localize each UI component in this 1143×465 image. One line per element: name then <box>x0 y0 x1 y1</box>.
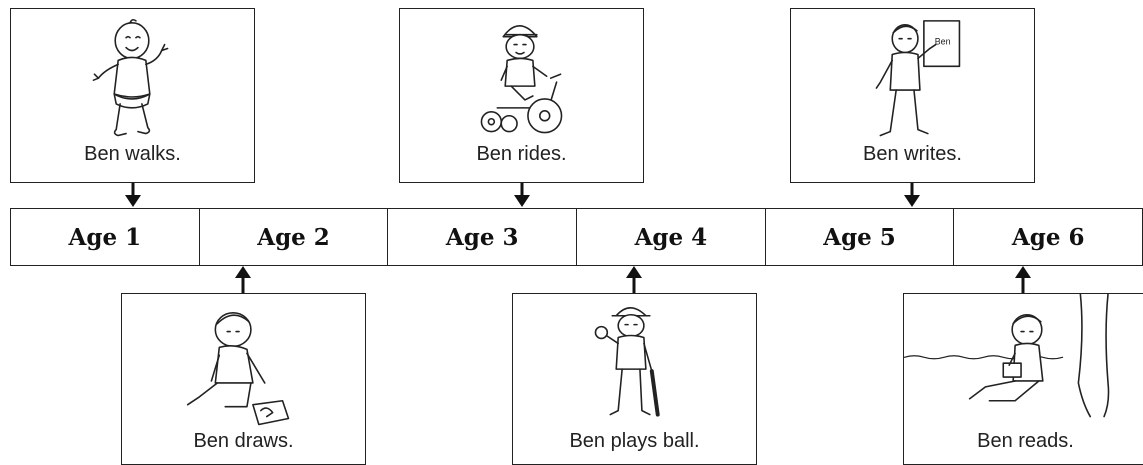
arrow-up-age-6-icon <box>1014 266 1032 293</box>
arrow-down-age-3-icon <box>513 183 531 208</box>
age-timeline-bar <box>10 208 1143 266</box>
age-cell-1: Age 1 <box>11 209 200 265</box>
caption-draws: Ben draws. <box>193 430 294 452</box>
age-cell-6: Age 6 <box>1011 223 1085 251</box>
arrow-down-age-5-icon <box>903 183 921 208</box>
milestone-card-rides <box>399 8 644 183</box>
arrow-up-age-2-icon <box>234 266 252 293</box>
milestone-card-walks <box>10 8 255 183</box>
caption-writes: Ben writes. <box>863 143 962 165</box>
age-cell-4: Age 4 <box>577 209 766 265</box>
milestone-card-writes <box>790 8 1035 183</box>
age-cell-3: Age 3 <box>388 209 577 265</box>
caption-plays-ball: Ben plays ball. <box>569 430 700 452</box>
caption-walks: Ben walks. <box>84 143 181 165</box>
caption-reads: Ben reads. <box>977 430 1074 452</box>
arrow-up-age-4-icon <box>625 266 643 293</box>
arrow-down-age-1-icon <box>124 183 142 208</box>
age-cell-2: Age 2 <box>200 209 389 265</box>
sign-text: Ben <box>934 36 951 47</box>
milestone-card-draws <box>121 293 366 465</box>
milestone-card-reads <box>903 293 1143 465</box>
caption-rides: Ben rides. <box>476 143 567 165</box>
age-cell-5: Age 5 <box>766 209 955 265</box>
milestone-card-plays-ball <box>512 293 757 465</box>
